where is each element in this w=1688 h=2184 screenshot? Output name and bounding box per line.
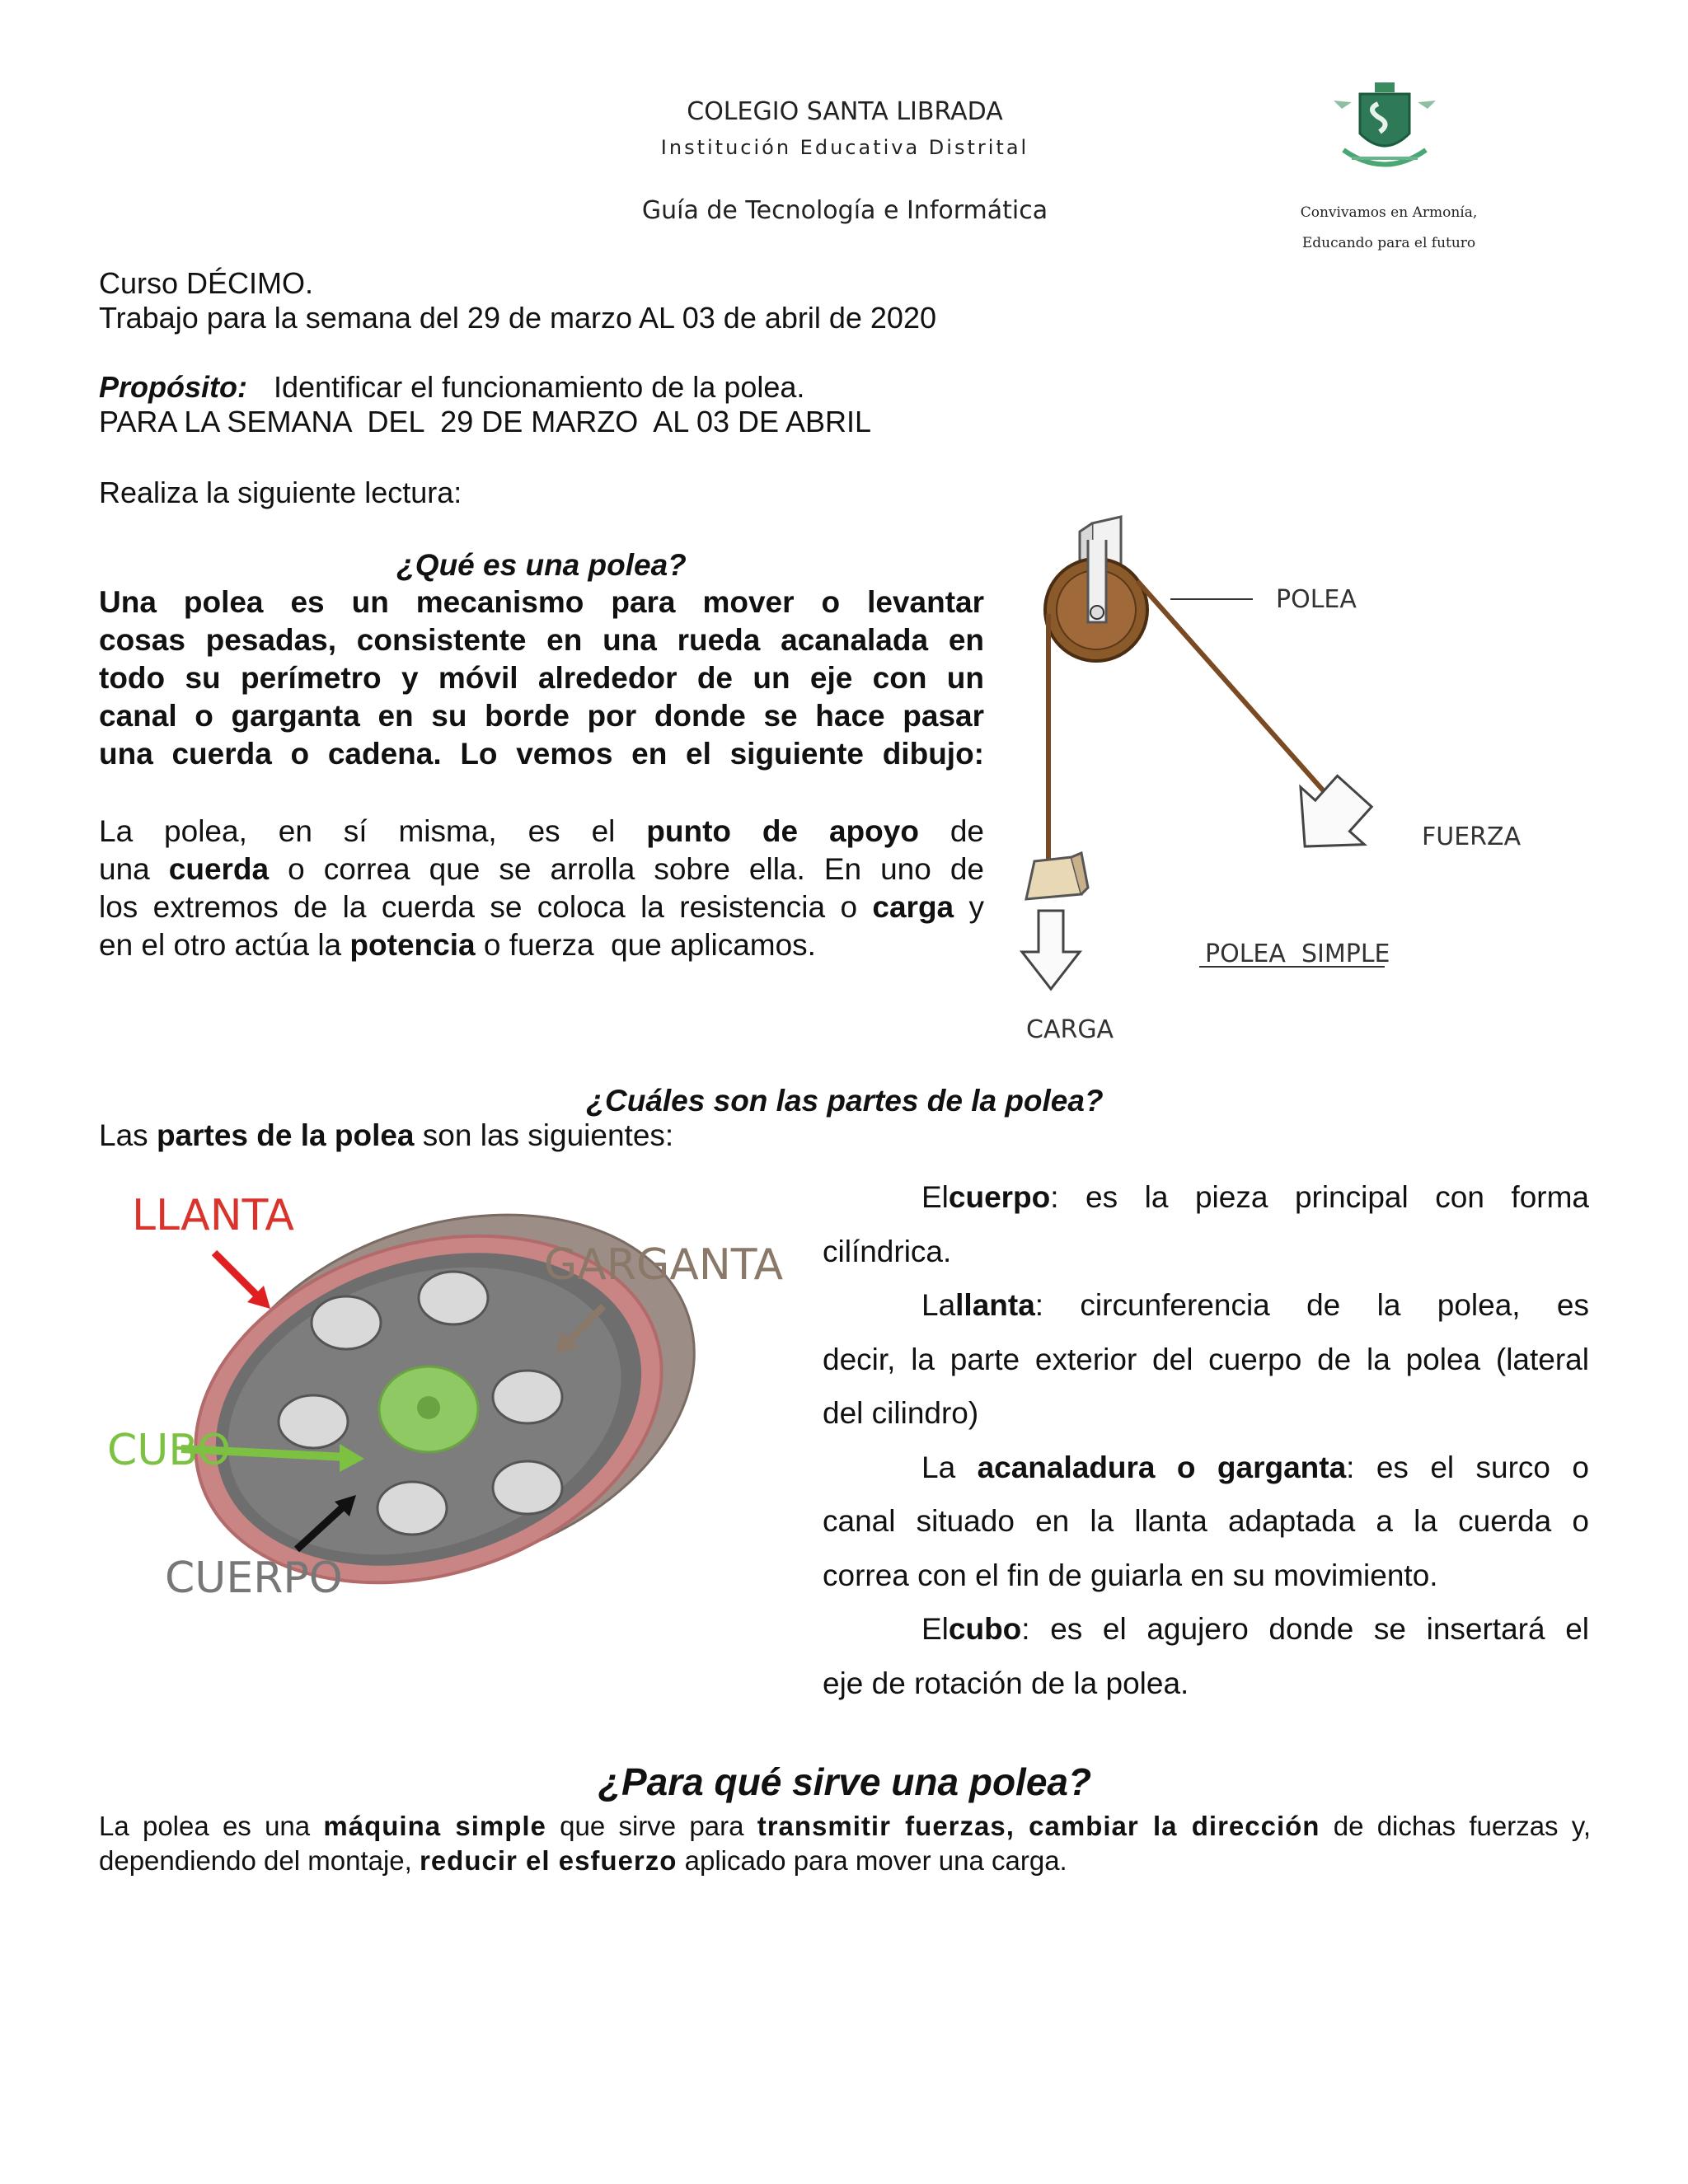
term-partes-de-la-polea: partes de la polea bbox=[156, 1118, 415, 1152]
guide-title: Guía de Tecnología e Informática bbox=[641, 196, 1048, 225]
text-run: : es el surco o bbox=[1346, 1450, 1589, 1484]
label-polea-simple: POLEA SIMPLE bbox=[1205, 940, 1390, 968]
text-run: : es la pieza principal con forma bbox=[1050, 1180, 1589, 1214]
motto-line-1: Convivamos en Armonía, bbox=[1300, 204, 1478, 221]
purpose-line bbox=[99, 1844, 1591, 1878]
purpose-line bbox=[99, 1809, 1591, 1844]
text-run: o correa que se arrolla sobre ella. En uno de bbox=[288, 852, 985, 886]
text-run: La bbox=[921, 1450, 956, 1484]
term-punto-de-apoyo: punto de apoyo bbox=[646, 814, 919, 848]
purpose-text: Identificar el funcionamiento de la polea. bbox=[274, 370, 805, 404]
week-line: Trabajo para la semana del 29 de marzo AL 03 de abril de 2020 bbox=[99, 301, 936, 335]
motto-line-2: Educando para el futuro bbox=[1301, 235, 1476, 251]
term-llanta: llanta bbox=[955, 1288, 1035, 1322]
text-run: dependiendo del montaje, bbox=[99, 1845, 412, 1876]
parts-description bbox=[823, 1170, 1589, 1710]
support-line bbox=[99, 926, 984, 964]
part-garganta bbox=[823, 1441, 1589, 1495]
support-line bbox=[99, 888, 984, 926]
text-run: una bbox=[99, 852, 150, 886]
text-run: de dichas fuerzas y, bbox=[1333, 1811, 1592, 1841]
text-run: La polea es una bbox=[99, 1811, 311, 1841]
purpose-line bbox=[99, 369, 804, 405]
definition-line: una cuerda o cadena. Lo vemos en el siguiente dibujo: bbox=[99, 737, 984, 771]
term-cuerda: cuerda bbox=[168, 852, 270, 886]
week-caps-line: PARA LA SEMANA DEL 29 DE MARZO AL 03 DE ABRIL bbox=[99, 405, 872, 438]
text-run: La polea, en sí misma, es el bbox=[99, 814, 616, 848]
text-run: : circunferencia de la polea, es bbox=[1034, 1288, 1589, 1322]
support-paragraph bbox=[99, 813, 984, 964]
text-run: Las bbox=[99, 1118, 148, 1152]
support-line bbox=[99, 813, 984, 851]
part-line: correa con el fin de guiarla en su movimiento. bbox=[823, 1558, 1438, 1592]
text-run: El bbox=[921, 1612, 949, 1646]
term-potencia: potencia bbox=[349, 928, 476, 962]
institution-name: Institución Educativa Distrital bbox=[660, 136, 1029, 159]
text-run: de bbox=[950, 814, 984, 848]
reading-instruction: Realiza la siguiente lectura: bbox=[99, 476, 462, 509]
label-llanta: LLANTA bbox=[132, 1191, 294, 1240]
text-run: y bbox=[968, 890, 984, 924]
label-garganta: GARGANTA bbox=[544, 1240, 784, 1290]
section3-title: ¿Para qué sirve una polea? bbox=[598, 1760, 1092, 1803]
text-run: aplicado para mover una carga. bbox=[684, 1845, 1067, 1876]
term-cuerpo: cuerpo bbox=[948, 1180, 1051, 1214]
term-carga: carga bbox=[872, 890, 954, 924]
definition-line: todo su perímetro y móvil alrededor de un eje con un bbox=[99, 661, 984, 695]
parts-intro bbox=[99, 1118, 673, 1154]
text-run: El bbox=[921, 1180, 949, 1214]
definition-line: cosas pesadas, consistente en una rueda acanalada en bbox=[99, 623, 984, 657]
term-cubo: cubo bbox=[948, 1612, 1022, 1646]
term-maquina-simple: máquina simple bbox=[323, 1811, 546, 1841]
label-cubo: CUBO bbox=[107, 1426, 232, 1475]
part-line: canal situado en la llanta adaptada a la cuerda o bbox=[823, 1504, 1589, 1538]
text-run: La bbox=[921, 1288, 956, 1322]
text-run: en el otro actúa la bbox=[99, 928, 342, 962]
part-line: del cilindro) bbox=[823, 1396, 979, 1430]
definition-line: Una polea es un mecanismo para mover o levantar bbox=[99, 585, 984, 619]
definition-paragraph bbox=[99, 583, 984, 773]
section1-title: ¿Qué es una polea? bbox=[396, 548, 687, 582]
text-run: que sirve para bbox=[560, 1811, 744, 1841]
school-crest-logo bbox=[1327, 76, 1442, 183]
school-name: COLEGIO SANTA LIBRADA bbox=[687, 97, 1003, 126]
term-reducir-esfuerzo: reducir el esfuerzo bbox=[419, 1845, 678, 1876]
label-polea: POLEA bbox=[1276, 585, 1357, 614]
course-line: Curso DÉCIMO. bbox=[99, 266, 314, 300]
part-llanta bbox=[823, 1278, 1589, 1333]
label-carga: CARGA bbox=[1026, 1015, 1114, 1044]
text-run: son las siguientes: bbox=[422, 1118, 674, 1152]
text-run: o fuerza que aplicamos. bbox=[483, 928, 816, 962]
part-line: cilíndrica. bbox=[823, 1234, 952, 1268]
purpose-paragraph bbox=[99, 1809, 1591, 1878]
section2-title: ¿Cuáles son las partes de la polea? bbox=[586, 1084, 1104, 1118]
term-acanaladura-garganta: acanaladura o garganta bbox=[977, 1450, 1347, 1484]
purpose-label: Propósito: bbox=[99, 370, 247, 404]
term-transmitir-fuerzas: transmitir fuerzas, cambiar la dirección bbox=[757, 1811, 1320, 1841]
label-fuerza: FUERZA bbox=[1422, 823, 1522, 851]
definition-line: canal o garganta en su borde por donde se hace pasar bbox=[99, 699, 984, 733]
support-line bbox=[99, 851, 984, 888]
part-cubo bbox=[823, 1602, 1589, 1657]
part-line: decir, la parte exterior del cuerpo de la polea (lateral bbox=[823, 1342, 1589, 1376]
part-line: eje de rotación de la polea. bbox=[823, 1666, 1189, 1700]
text-run: los extremos de la cuerda se coloca la resistencia o bbox=[99, 890, 858, 924]
part-cuerpo bbox=[823, 1170, 1589, 1225]
text-run: : es el agujero donde se insertará el bbox=[1021, 1612, 1589, 1646]
label-cuerpo: CUERPO bbox=[165, 1554, 343, 1603]
